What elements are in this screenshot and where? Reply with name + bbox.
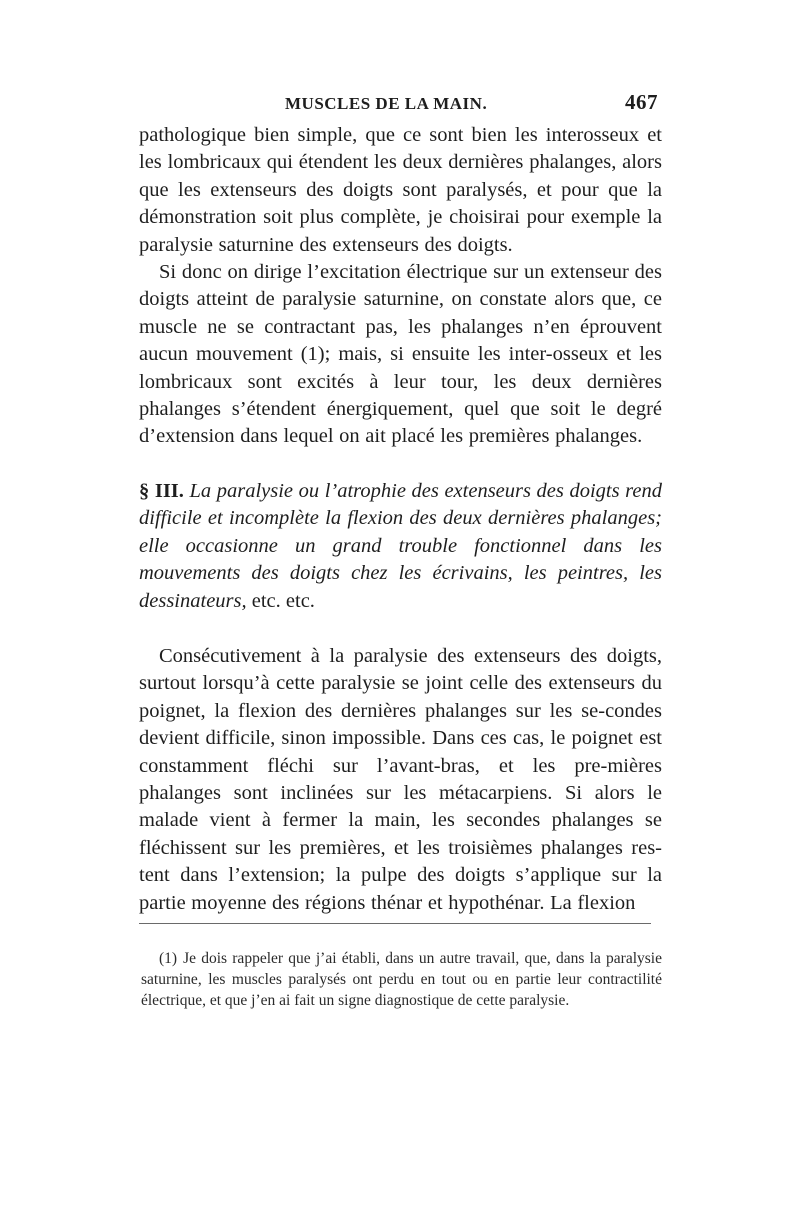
page-content: [139, 92, 662, 1026]
body-paragraph-2: Si donc on dirige l’excitation électrique sur un extenseur des doigts atteint de paralysie saturnine, on constate alors que, ce muscle ne se contractant pas, les phalanges n’en éprouvent aucun mouvement (1); mais, si ensuite les inter-osseux et les lombricaux sont excités à leur tour, les deux dernières phalanges s’étendent énergiquement, quel que soit le degré d’extension dans lequel on ait placé les premières phalanges.: [139, 261, 662, 448]
running-head: [139, 92, 662, 122]
section-tail: etc. etc.: [251, 589, 315, 612]
section-heading: [139, 478, 662, 615]
footnote-text: Je dois rappeler que j’ai établi, dans un autre travail, que, dans la paralysie saturnine, les muscles paralysés ont perdu en tout ou en partie leur contractilité électrique, et que j’en ai fait un signe diagnostique de cette paralysie.: [141, 949, 662, 1009]
body-paragraph-1: pathologique bien simple, que ce sont bien les interosseux et les lombricaux qui étendent les deux dernières phalanges, alors que les extenseurs des doigts sont paralysés, et pour que la démonstration soit plus complète, je choisirai pour exemple la paralysie saturnine des extenseurs des doigts.: [139, 124, 662, 256]
section-title: La paralysie ou l’atrophie des extenseurs des doigts rend difficile et incomplète la flexion des deux dernières phalanges; elle occasionne un grand trouble fonctionnel dans les mouvements des doigts chez les écrivains, les peintres, les dessinateurs,: [139, 479, 662, 612]
page-number: 467: [625, 90, 658, 114]
footnote-rule: [139, 923, 651, 924]
footnote: [139, 948, 662, 1011]
section-label: § III.: [139, 479, 184, 502]
running-title: MUSCLES DE LA MAIN.: [285, 94, 488, 113]
body-paragraph-3: Consécutivement à la paralysie des extenseurs des doigts, surtout lorsqu’à cette paralysie se joint celle des extenseurs du poignet, la flexion des dernières phalanges sur les se-condes devient difficile, sinon impossible. Dans ces cas, le poignet est constamment fléchi sur l’avant-bras, et les pre-mières phalanges sont inclinées sur les métacarpiens. Si alors le malade vient à fermer la main, les secondes phalanges se fléchissent sur les premières, et les troisièmes phalanges res-tent dans l’extension; la pulpe des doigts s’applique sur la partie moyenne des régions thénar et hypothénar. La flexion: [139, 644, 662, 914]
footnote-marker: (1): [159, 949, 178, 967]
